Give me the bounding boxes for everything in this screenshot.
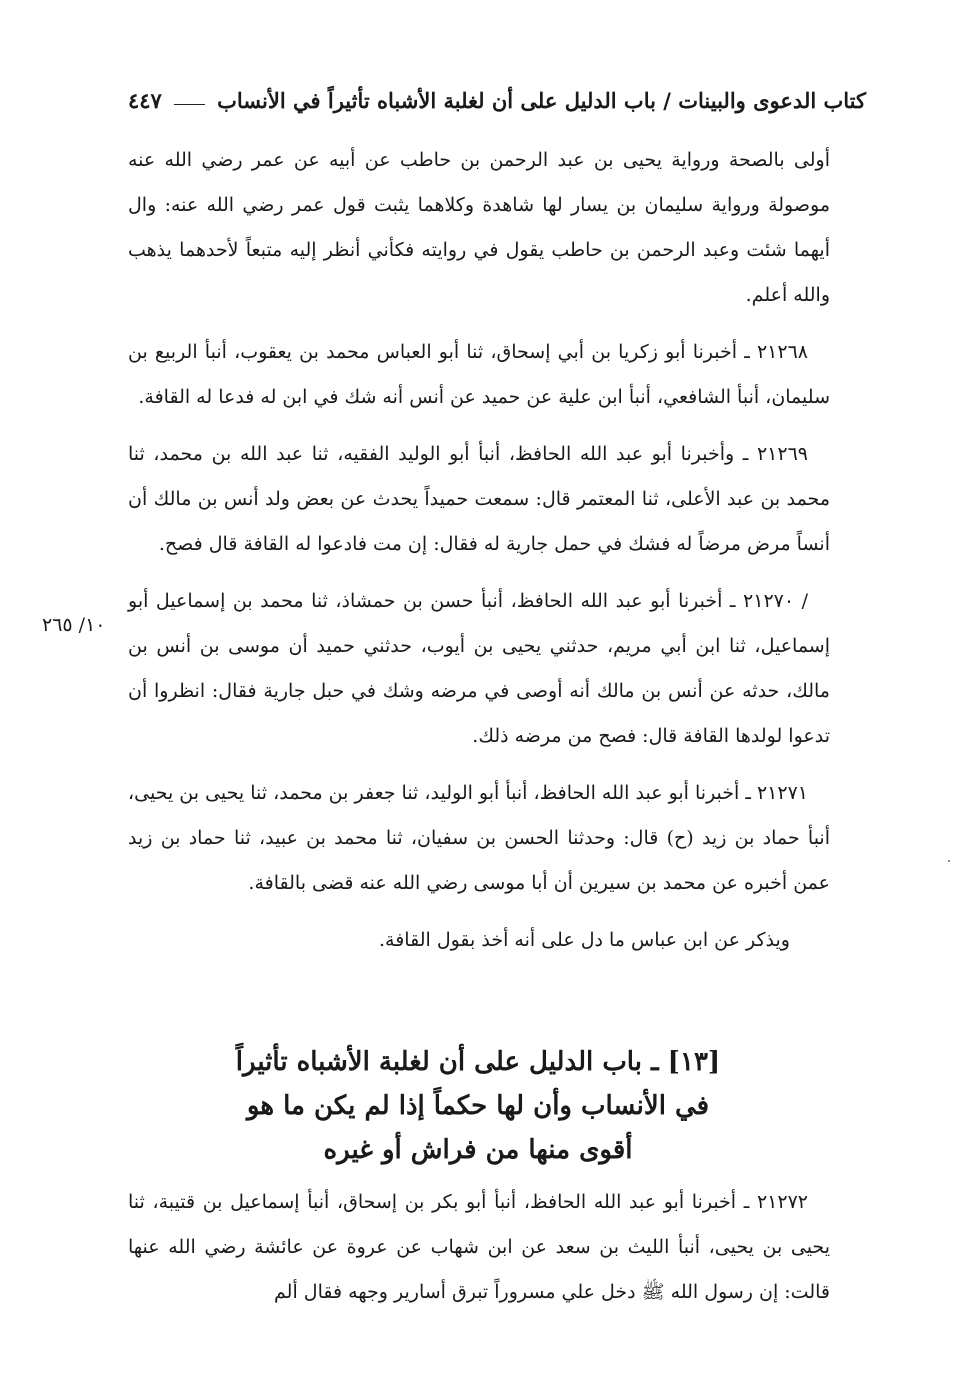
paragraph-continuation: أولى بالصحة ورواية يحيى بن عبد الرحمن بن حاطب عن أبيه عن عمر رضي الله عنه موصولة ورواية سليمان بن يسار لها شاهدة وكلاهما يثبت قول عمر رضي الله عنه: وال أيهما شئت وعبد الرحمن بن حاطب يقول في روايته فكأني أنظر إليه متبعاً لأحدهما يذهب والله أعلم. — [128, 149, 830, 306]
margin-speck — [948, 860, 950, 862]
hadith-21270: / ٢١٢٧٠ ـ أخبرنا أبو عبد الله الحافظ، أنبأ حسن بن حمشاذ، ثنا محمد بن إسماعيل أبو إسماعيل، ثنا ابن أبي مريم، حدثني يحيى بن أيوب، حدثني حميد أن موسى بن أنس بن مالك، حدثه عن أنس بن مالك أنه أوصى في مرضه وشك في حبل جارية فقال: انظروا أن تدعوا لولدها القافة قال: فصح من مرضه ذلك. — [128, 590, 830, 747]
chapter-title-line-1: [١٣] ـ باب الدليل على أن لغلبة الأشباه تأثيراً — [235, 1047, 721, 1077]
hadith-21268: ٢١٢٦٨ ـ أخبرنا أبو زكريا بن أبي إسحاق، ثنا أبو العباس محمد بن يعقوب، أنبأ الربيع بن سليمان، أنبأ الشافعي، أنبأ ابن علية عن حميد عن أنس أنه شك في ابن له فدعا له القافة. — [128, 341, 830, 408]
chapter-heading — [180, 1040, 776, 1172]
ibn-abbas-note: ويذكر عن ابن عباس ما دل على أنه أخذ بقول القافة. — [379, 929, 790, 951]
chapter-title-line-3: أقوى منها من فراش أو غيره — [323, 1135, 633, 1165]
hadith-21272: ٢١٢٧٢ ـ أخبرنا أبو عبد الله الحافظ، أنبأ أبو بكر بن إسحاق، أنبأ إسماعيل بن قتيبة، ثنا يحيى بن يحيى، أنبأ الليث بن سعد عن ابن شهاب عن عروة عن عائشة رضي الله عنها قالت: إن رسول الله ﷺ دخل علي مسروراً تبرق أسارير وجهه فقال ألم — [128, 1191, 830, 1303]
hadith-21269: ٢١٢٦٩ ـ وأخبرنا أبو عبد الله الحافظ، أنبأ أبو الوليد الفقيه، ثنا عبد الله بن محمد، ثنا محمد بن عبد الأعلى، ثنا المعتمر قال: سمعت حميداً يحدث عن بعض ولد أنس بن مالك أن أنساً مرض مرضاً له فشك في حمل جارية له فقال: إن مت فادعوا له القافة قال فصح. — [128, 443, 830, 555]
chapter-title-line-2: في الأنساب وأن لها حكماً إذا لم يكن ما هو — [246, 1091, 710, 1121]
header-rule — [174, 104, 205, 105]
chapter-text — [128, 1180, 830, 1315]
header-title: كتاب الدعوى والبينات / باب الدليل على أن لغلبة الأشباه تأثيراً في الأنساب — [217, 87, 866, 113]
margin-volume-reference: ١٠/ ٢٦٥ — [42, 614, 106, 636]
running-header — [128, 80, 866, 120]
page-number: ٤٤٧ — [128, 87, 162, 113]
hadith-21271: ٢١٢٧١ ـ أخبرنا أبو عبد الله الحافظ، أنبأ أبو الوليد، ثنا جعفر بن محمد، ثنا يحيى بن يحيى، أنبأ حماد بن زيد (ح) قال: وحدثنا الحسن بن سفيان، ثنا محمد بن عبيد، ثنا حماد بن زيد عمن أخبره عن محمد بن سيرين أن أبا موسى رضي الله عنه قضى بالقافة. — [128, 782, 830, 894]
main-text — [128, 138, 830, 963]
